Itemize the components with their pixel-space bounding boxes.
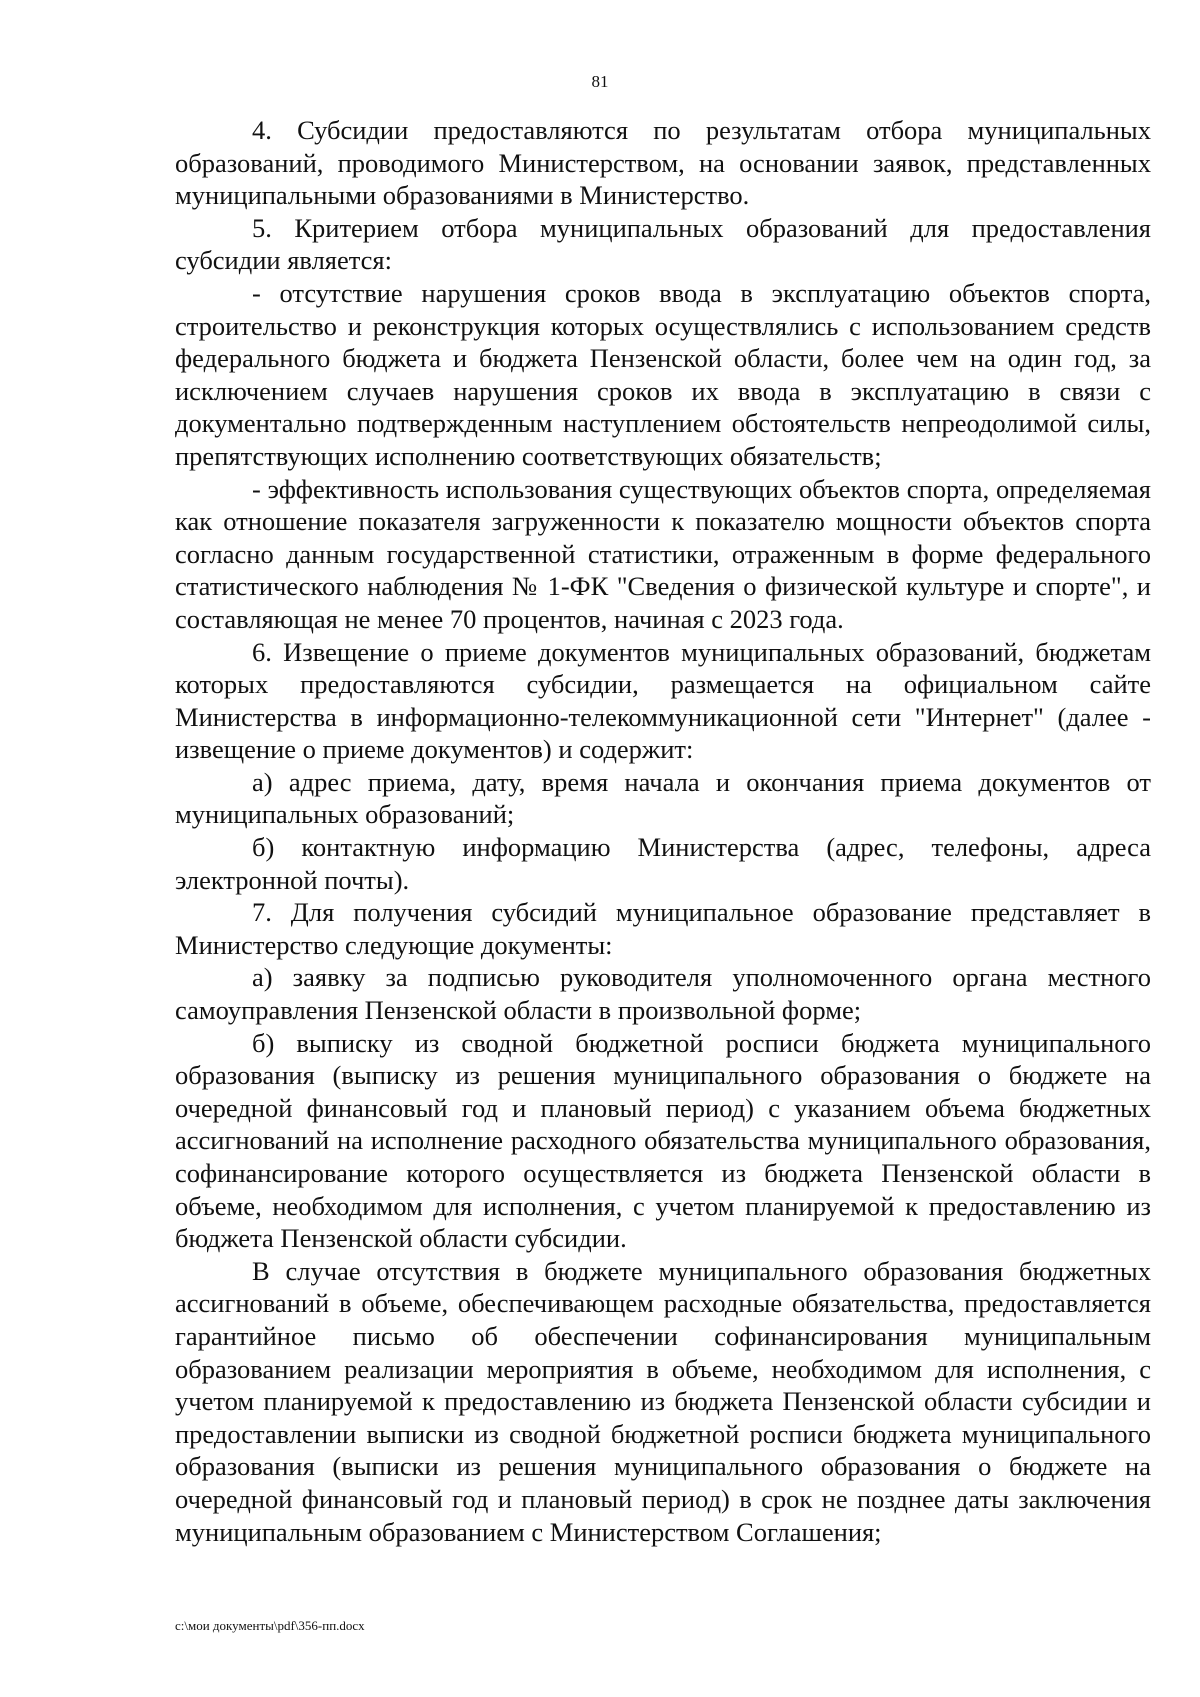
paragraph-guarantee-letter: В случае отсутствия в бюджете муниципального образования бюджетных ассигнований в объеме, обеспечивающем расходные обязательства, предоставляется гарантийное письмо об обеспечении софинансирования муниципальным образованием реализации мероприятия в объеме, необходимом для исполнения, с учетом планируемой к предоставлению из бюджета Пензенской области субсидии и предоставлении выписки из сводной бюджетной росписи бюджета муниципального образования (выписки из решения муниципального образования о бюджете на очередной финансовый год и плановый период) в срок не позднее даты заключения муниципальным образованием с Министерством Соглашения; xyxy=(175,1255,1151,1547)
subitem-6a: а) адрес приема, дату, время начала и окончания приема документов от муниципальных образований; xyxy=(175,766,1151,830)
criterion-efficiency: - эффективность использования существующих объектов спорта, определяемая как отношение показателя загруженности к показателю мощности объектов спорта согласно данным государственной статистики, отраженным в форме федерального статистического наблюдения № 1-ФК "Сведения о физической культуре и спорте", и составляющая не менее 70 процентов, начиная с 2023 года. xyxy=(175,473,1151,634)
paragraph-item-6: 6. Извещение о приеме документов муниципальных образований, бюджетам которых предоставляются субсидии, размещается на официальном сайте Министерства в информационно-телекоммуникационной сети "Интернет" (далее - извещение о приеме документов) и содержит: xyxy=(175,636,1151,765)
subitem-6b: б) контактную информацию Министерства (адрес, телефоны, адреса электронной почты). xyxy=(175,832,1151,895)
document-body xyxy=(175,114,1151,1548)
paragraph-item-5: 5. Критерием отбора муниципальных образований для предоставления субсидии является: xyxy=(175,212,1151,276)
footer-file-path: c:\мои документы\pdf\356-пп.docx xyxy=(175,1618,365,1633)
subitem-7a: а) заявку за подписью руководителя уполномоченного органа местного самоуправления Пензенской области в произвольной форме; xyxy=(175,962,1151,1026)
page-number: 81 xyxy=(591,72,609,91)
subitem-7b: б) выписку из сводной бюджетной росписи бюджета муниципального образования (выписку из решения муниципального образования о бюджете на очередной финансовый год и плановый период) с указанием объема бюджетных ассигнований на исполнение расходного обязательства муниципального образования, софинансирование которого осуществляется из бюджета Пензенской области в объеме, необходимом для исполнения, с учетом планируемой к предоставлению из бюджета Пензенской области субсидии. xyxy=(175,1027,1151,1254)
paragraph-item-4: 4. Субсидии предоставляются по результатам отбора муниципальных образований, проводимого Министерством, на основании заявок, представленных муниципальными образованиями в Министерство. xyxy=(175,115,1151,211)
paragraph-item-7: 7. Для получения субсидий муниципальное образование представляет в Министерство следующие документы: xyxy=(175,897,1151,960)
criterion-deadlines: - отсутствие нарушения сроков ввода в эксплуатацию объектов спорта, строительство и реконструкция которых осуществлялись с использованием средств федерального бюджета и бюджета Пензенской области, более чем на один год, за исключением случаев нарушения сроков их ввода в эксплуатацию в связи с документально подтвержденным наступлением обстоятельств непреодолимой силы, препятствующих исполнению соответствующих обязательств; xyxy=(175,277,1151,471)
